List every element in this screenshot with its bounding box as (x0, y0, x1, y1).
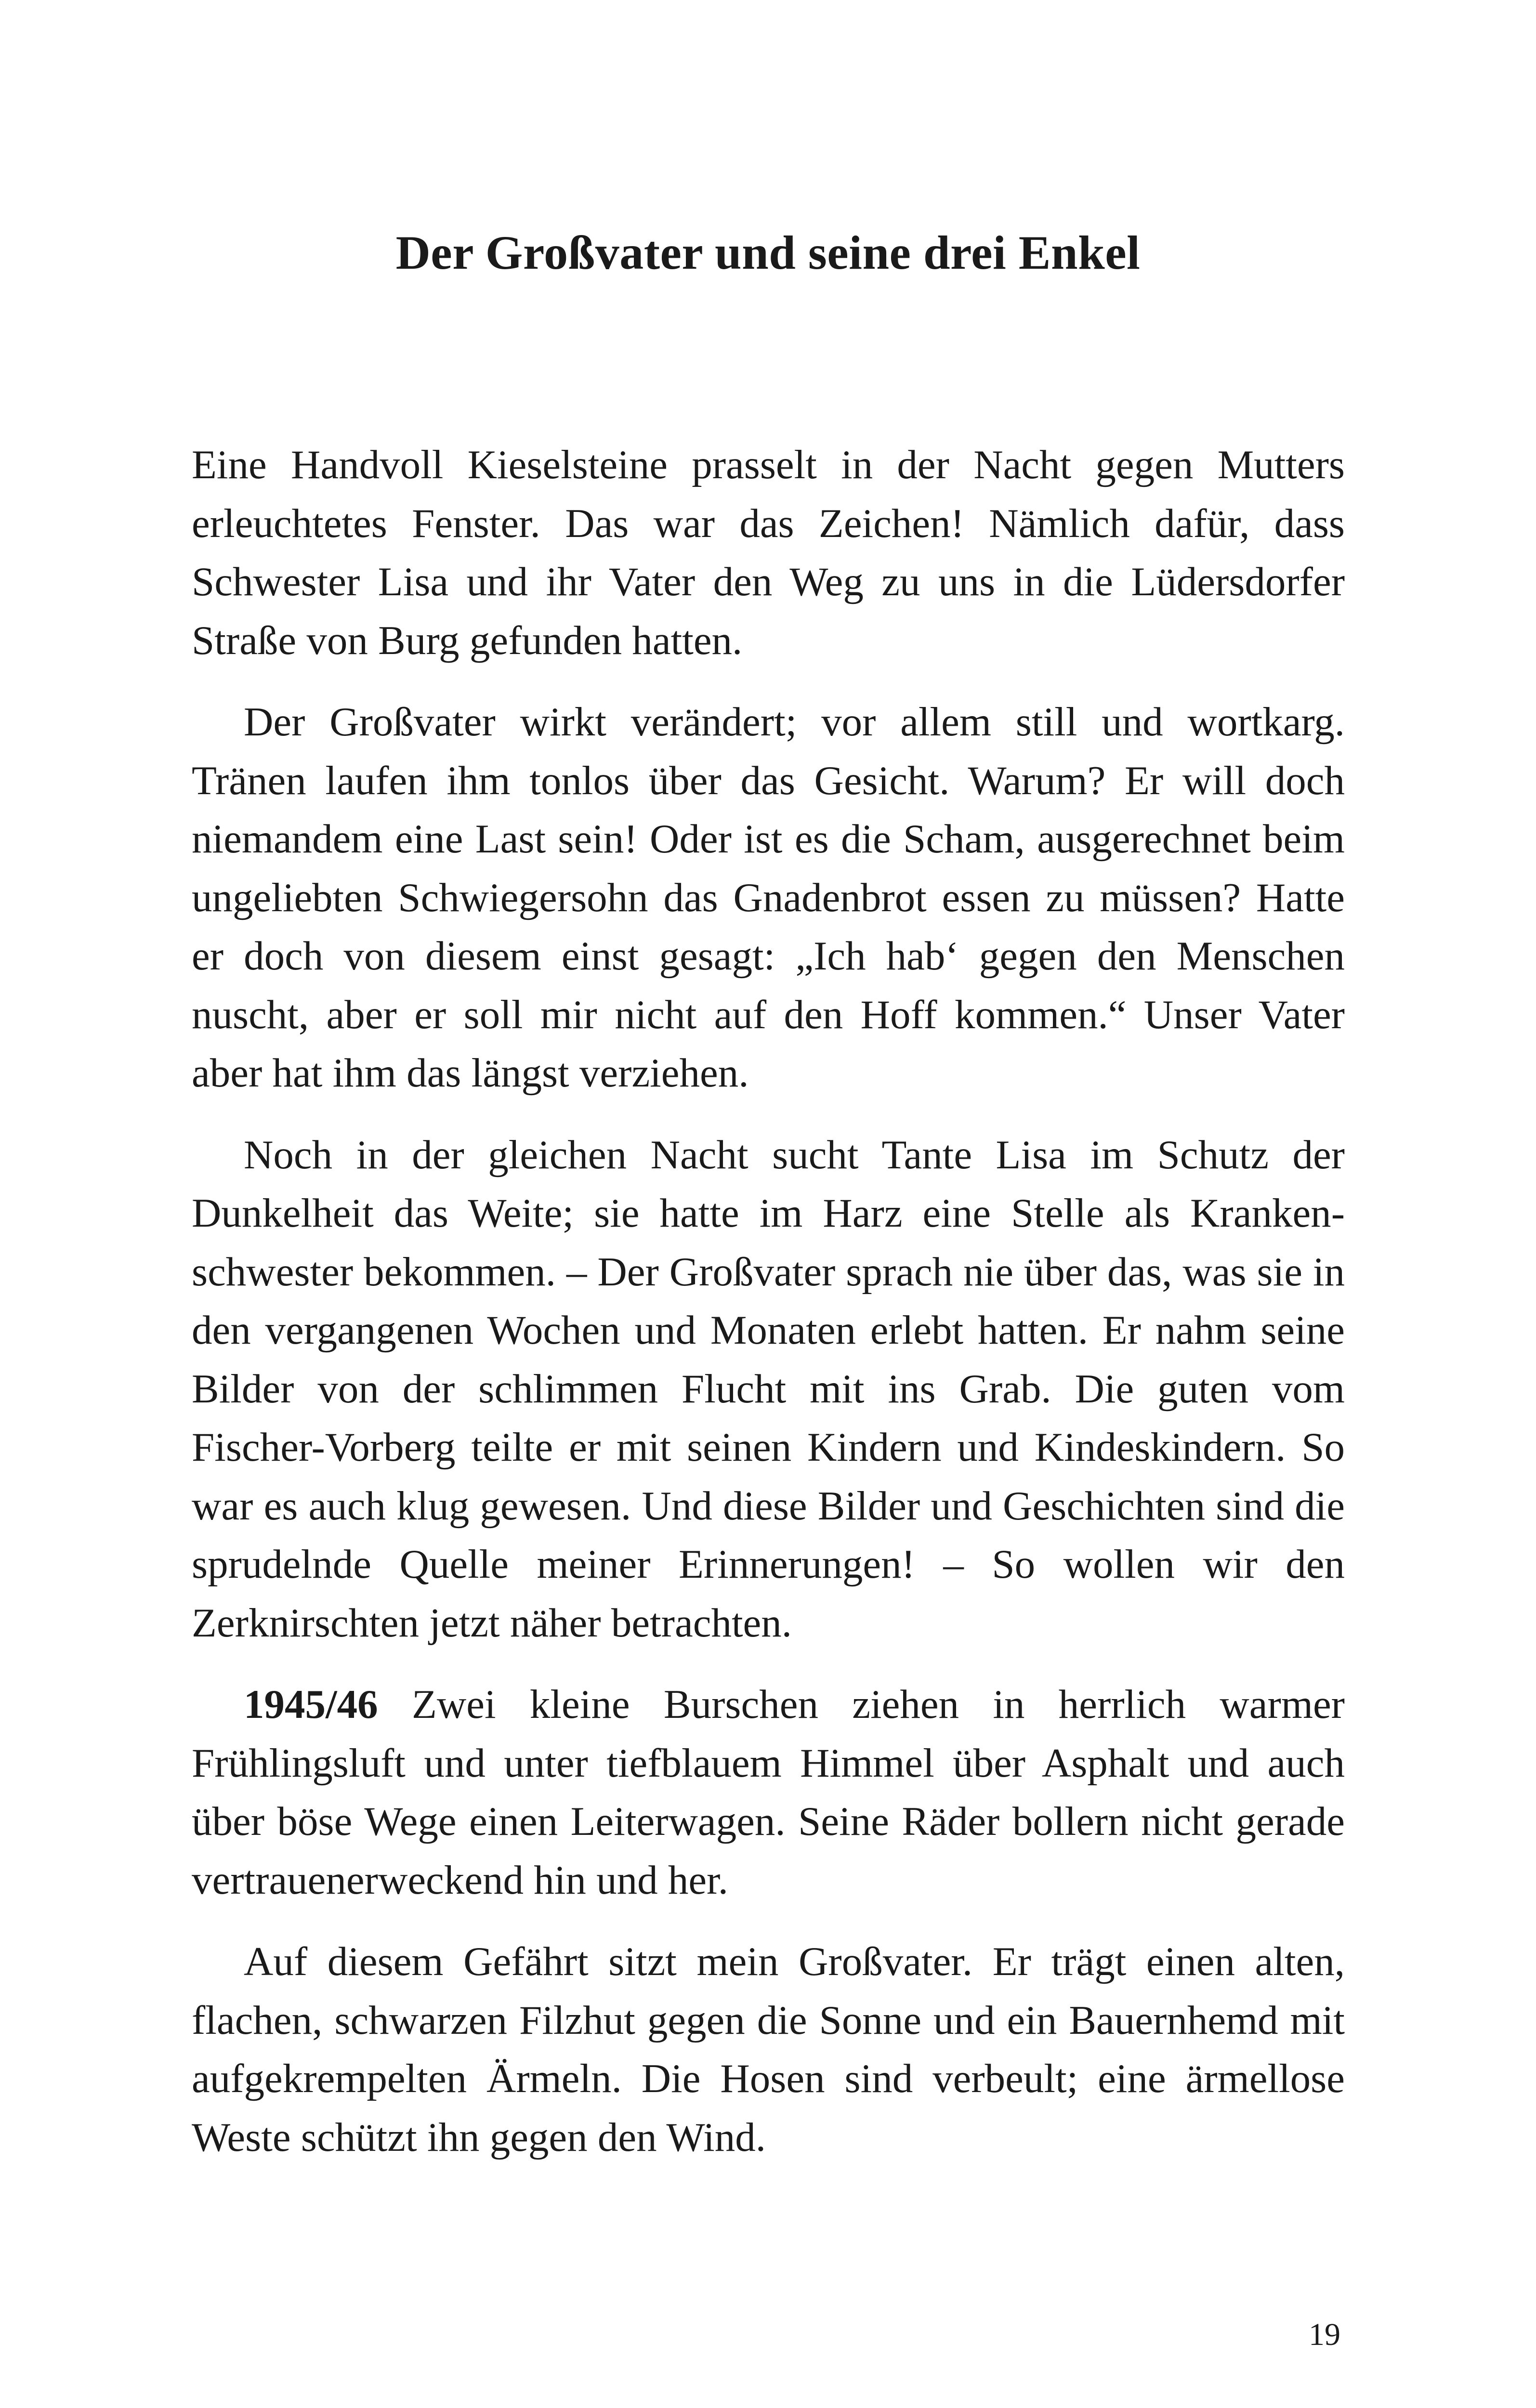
paragraph-5: Auf diesem Gefährt sitzt mein Großvater. Er trägt einen alten, flachen, schwarzen Filzhut gegen die Sonne und ein Bauernhemd mit aufgekrempelten Ärmeln. Die Hosen sind verbeult; eine ärmellose Weste schützt ihn gegen den Wind. (192, 1939, 1345, 2160)
year-marker: 1945/46 (244, 1682, 378, 1727)
paragraph-4-text: Zwei kleine Burschen ziehen in herrlich warmer Frühlingsluft und unter tiefblauem Himmel über Asphalt und auch über böse Wege einen Leiterwagen. Seine Räder bollern nicht gerade vertrauenerweckend hin und her. (192, 1682, 1345, 1903)
paragraph-3: Noch in der gleichen Nacht sucht Tante Lisa im Schutz der Dunkelheit das Weite; sie hatte im Harz eine Stelle als Krankenschwester bekommen. – Der Großvater sprach nie über das, was sie in den vergangenen Wochen und Monaten erlebt hatten. Er nahm seine Bilder von der schlimmen Flucht mit ins Grab. Die guten vom Fischer-Vorberg teilte er mit seinen Kindern und Kindeskindern. So war es auch klug gewesen. Und diese Bilder und Geschichten sind die sprudelnde Quelle meiner Erinnerungen! – So wollen wir den Zerknirschten jetzt näher betrachten. (192, 1132, 1345, 1646)
paragraph-2: Der Großvater wirkt verändert; vor allem still und wortkarg. Tränen laufen ihm tonlos über das Gesicht. Warum? Er will doch niemandem eine Last sein! Oder ist es die Scham, ausgerechnet beim ungeliebten Schwiegersohn das Gnadenbrot essen zu müssen? Hatte er doch von diesem einst gesagt: „Ich hab‘ gegen den Menschen nuscht, aber er soll mir nicht auf den Hoff kommen.“ Unser Vater aber hat ihm das längst verziehen. (192, 699, 1345, 1096)
body-text (192, 436, 1345, 2167)
chapter-title: Der Großvater und seine drei Enkel (395, 226, 1141, 279)
paragraph-4 (192, 1675, 1345, 1910)
paragraph-1: Eine Handvoll Kieselsteine prasselt in der Nacht gegen Mutters erleuchtetes Fenster. Das war das Zeichen! Nämlich dafür, dass Schwester Lisa und ihr Vater den Weg zu uns in die Lüdersdorfer Straße von Burg gefunden hatten. (192, 442, 1345, 663)
page-number: 19 (1309, 2317, 1340, 2352)
